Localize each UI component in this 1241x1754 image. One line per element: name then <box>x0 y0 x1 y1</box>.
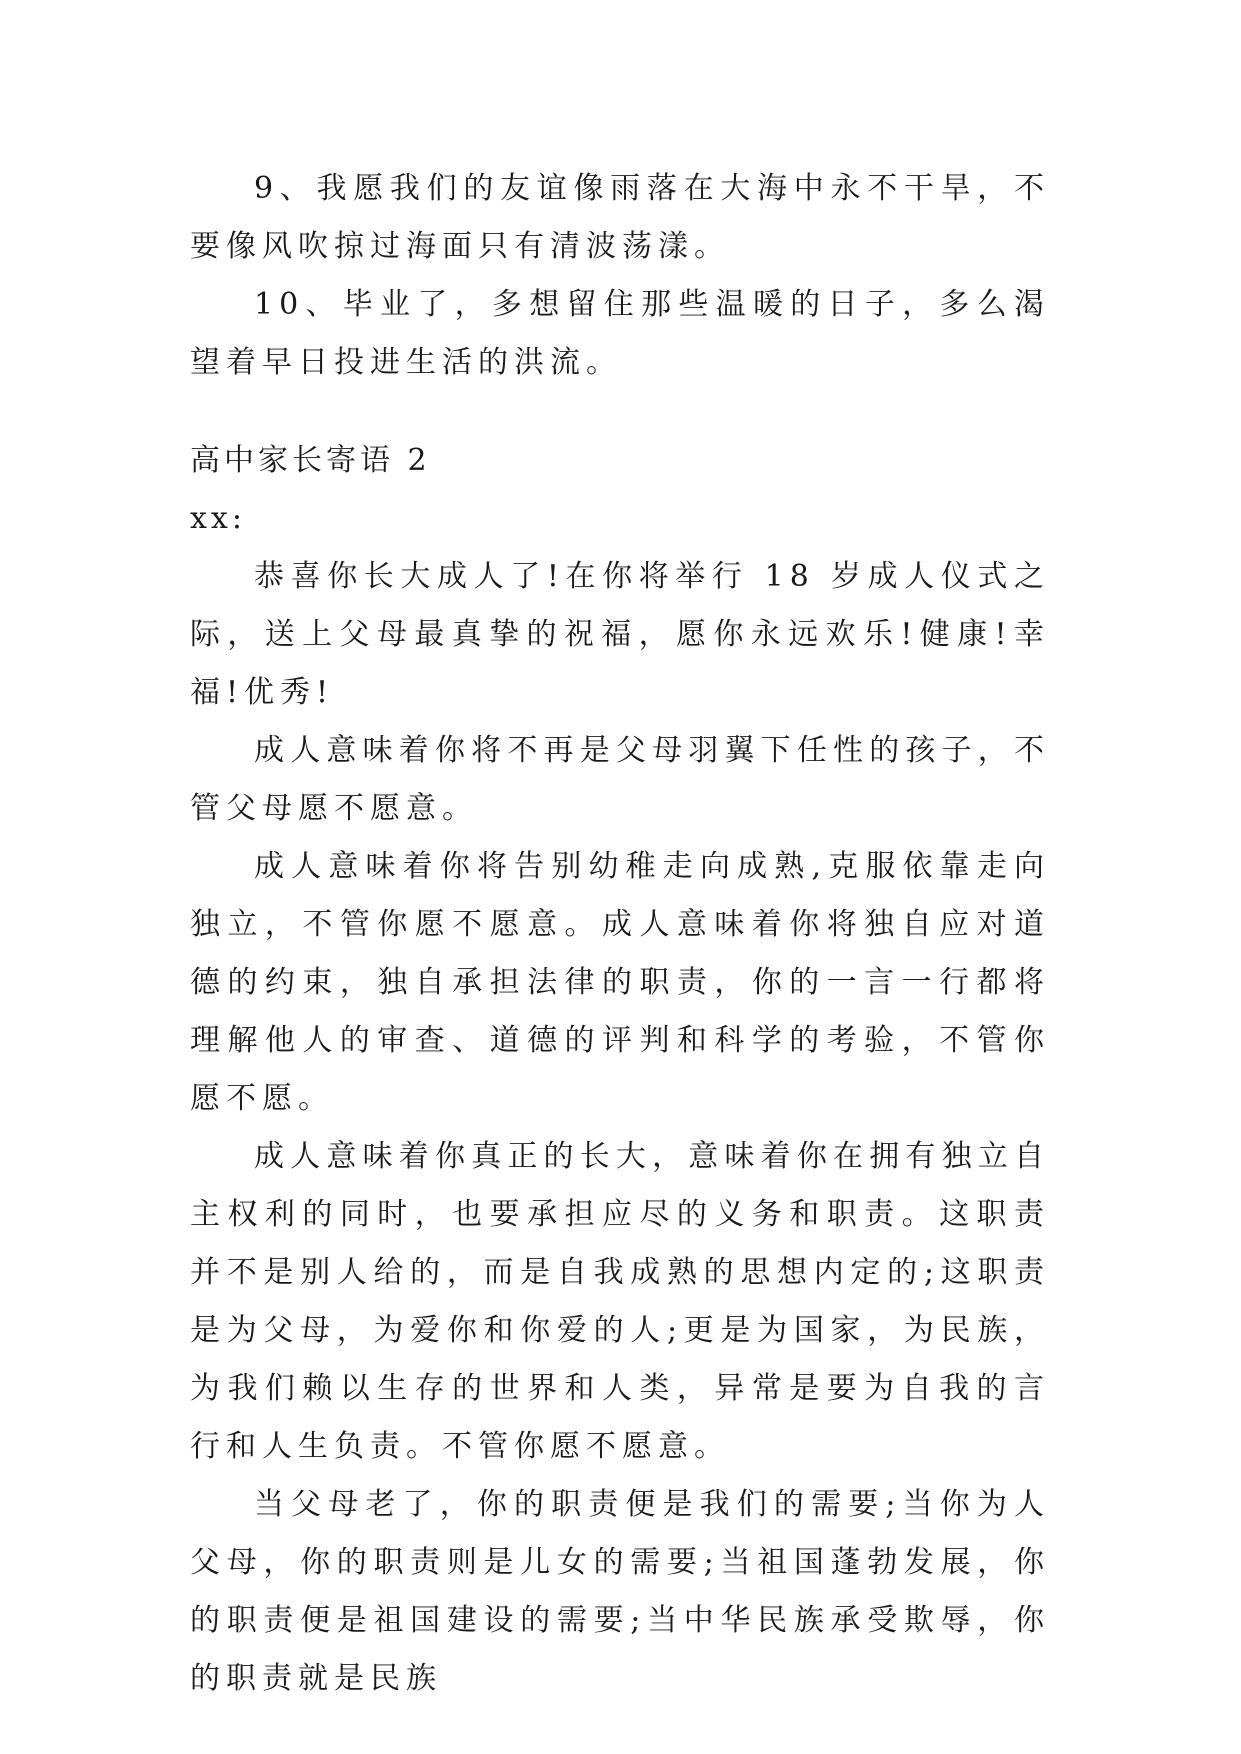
paragraph: 当父母老了，你的职责便是我们的需要;当你为人父母，你的职责则是儿女的需要;当祖国蓬勃发展，你的职责便是祖国建设的需要;当中华民族承受欺辱，你的职责就是民族 <box>190 1487 1050 1696</box>
section-title: 高中家长寄语 2 <box>190 443 431 478</box>
salutation: xx: <box>190 501 246 536</box>
paragraph: 成人意味着你将不再是父母羽翼下任性的孩子，不管父母愿不愿意。 <box>190 733 1050 826</box>
paragraph: 成人意味着你真正的长大，意味着你在拥有独立自主权利的同时，也要承担应尽的义务和职责。这职责并不是别人给的，而是自我成熟的思想内定的;这职责是为父母，为爱你和你爱的人;更是为国家，为民族，为我们赖以生存的世界和人类，异常是要为自我的言行和人生负责。不管你愿不愿意。 <box>190 1139 1050 1464</box>
paragraph: 恭喜你长大成人了!在你将举行 18 岁成人仪式之际，送上父母最真挚的祝福，愿你永远欢乐!健康!幸福!优秀! <box>190 559 1050 710</box>
list-item: 9、我愿我们的友谊像雨落在大海中永不干旱，不要像风吹掠过海面只有清波荡漾。 <box>190 171 1050 264</box>
paragraph: 成人意味着你将告别幼稚走向成熟,克服依靠走向独立，不管你愿不愿意。成人意味着你将独自应对道德的约束，独自承担法律的职责，你的一言一行都将理解他人的审查、道德的评判和科学的考验，不管你愿不愿。 <box>190 849 1050 1116</box>
list-item: 10、毕业了，多想留住那些温暖的日子，多么渴望着早日投进生活的洪流。 <box>190 287 1050 380</box>
document-page <box>190 160 1050 1708</box>
